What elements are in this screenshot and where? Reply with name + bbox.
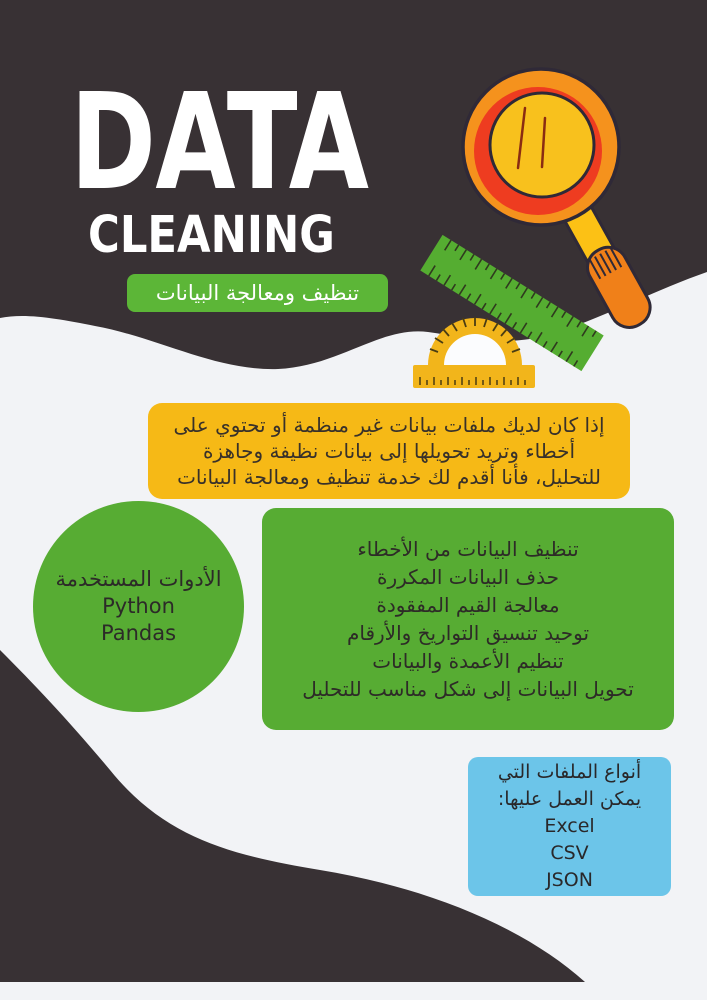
page-title: DATA — [70, 66, 369, 220]
file-types-heading: أنواع الملفات التي — [497, 761, 642, 783]
tagline-pill — [127, 274, 388, 312]
intro-line: إذا كان لديك ملفات بيانات غير منظمة أو تحتوي على — [173, 413, 605, 437]
service-item: تنظيم الأعمدة والبيانات — [372, 649, 564, 673]
service-item: معالجة القيم المفقودة — [376, 593, 560, 617]
tool-pandas: Pandas — [100, 621, 177, 645]
file-type: CSV — [550, 842, 589, 864]
service-item: حذف البيانات المكررة — [376, 565, 560, 589]
file-types-box — [468, 757, 671, 896]
intro-line: أخطاء وتريد تحويلها إلى بيانات نظيفة وجاهزة — [202, 439, 576, 463]
service-item: توحيد تنسيق التواريخ والأرقام — [346, 621, 590, 645]
file-types-heading: يمكن العمل عليها: — [497, 788, 642, 810]
tools-circle — [33, 501, 244, 712]
file-type: JSON — [546, 869, 593, 891]
tools-heading: الأدوات المستخدمة — [55, 567, 222, 591]
services-box — [262, 508, 674, 730]
page-subtitle: CLEANING — [88, 206, 335, 265]
service-item: تنظيف البيانات من الأخطاء — [357, 537, 579, 561]
intro-box — [148, 403, 630, 499]
tool-python: Python — [102, 594, 175, 618]
tagline-text: تنظيف ومعالجة البيانات — [155, 281, 360, 305]
intro-line: للتحليل، فأنا أقدم لك خدمة تنظيف ومعالجة البيانات — [177, 465, 601, 489]
service-item: تحويل البيانات إلى شكل مناسب للتحليل — [302, 677, 634, 701]
file-type: Excel — [544, 815, 595, 837]
